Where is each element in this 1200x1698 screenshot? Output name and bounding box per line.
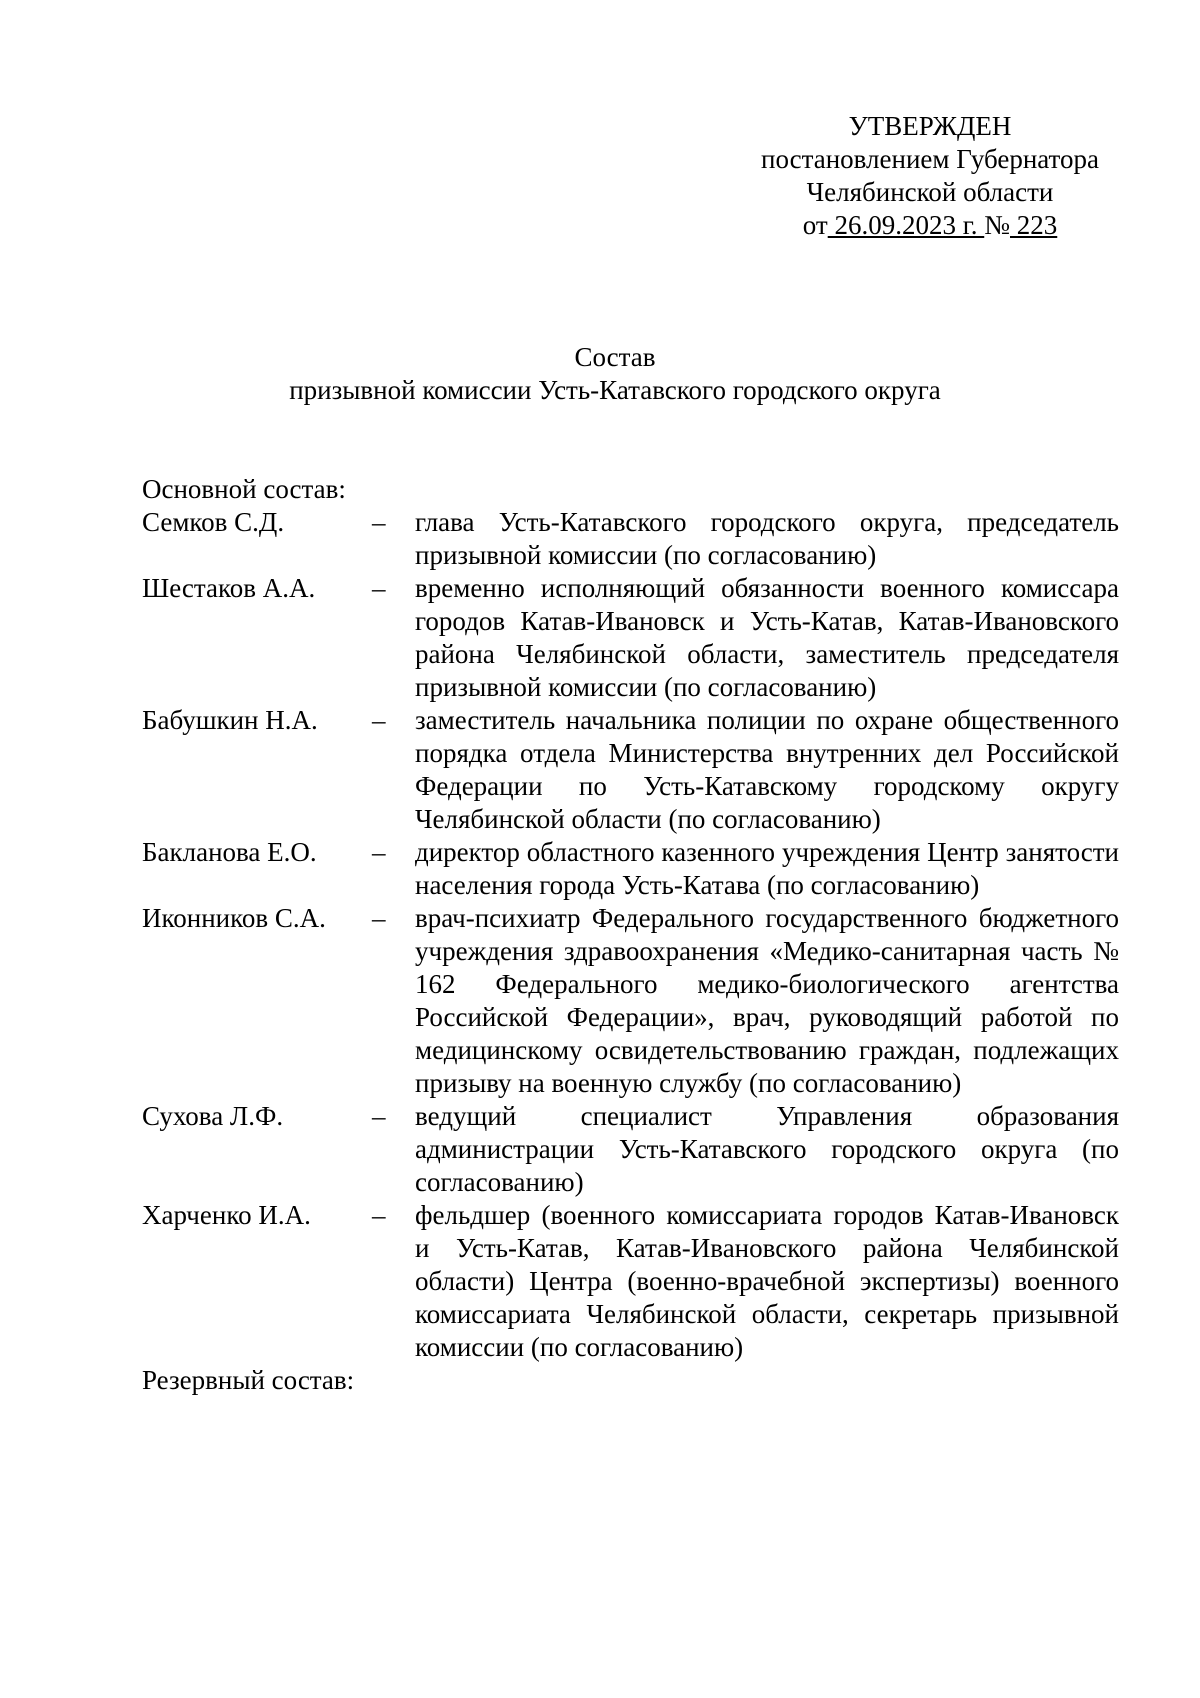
member-description: директор областного казенного учреждения Центр занятости населения города Усть-Катава (по согласованию)	[415, 837, 1119, 900]
member-dash: –	[372, 573, 386, 603]
member-name: Иконников С.А.	[142, 903, 326, 933]
main-section-label: Основной состав:	[142, 474, 346, 504]
member-row	[142, 902, 1122, 1100]
member-description: заместитель начальника полиции по охране общественного порядка отдела Министерства внутренних дел Российской Федерации по Усть-Катавскому городскому округу Челябинской области (по согласованию)	[415, 705, 1119, 834]
member-name: Семков С.Д.	[142, 507, 285, 537]
title-line-1: Состав	[574, 342, 656, 372]
document-title	[0, 341, 1200, 407]
reserve-section-label: Резервный состав:	[142, 1365, 355, 1395]
approval-stamp	[740, 110, 1120, 242]
approval-date-line	[740, 209, 1120, 242]
member-description: ведущий специалист Управления образования администрации Усть-Катавского городского округа (по согласованию)	[415, 1101, 1119, 1197]
member-description: врач-психиатр Федерального государственного бюджетного учреждения здравоохранения «Медико-санитарная часть № 162 Федерального медико-биологического агентства Российской Федерации», врач, руководящий работой по медицинскому освидетельствованию граждан, подлежащих призыву на военную службу (по согласованию)	[415, 903, 1119, 1098]
member-dash: –	[372, 507, 386, 537]
member-row	[142, 704, 1122, 836]
member-name: Бабушкин Н.А.	[142, 705, 318, 735]
member-row	[142, 572, 1122, 704]
member-description: временно исполняющий обязанности военного комиссара городов Катав-Ивановск и Усть-Катав, Катав-Ивановского района Челябинской области, заместитель председателя призывной комиссии (по согласованию)	[415, 573, 1119, 702]
reserve-section-row	[142, 1364, 1122, 1397]
title-line-2: призывной комиссии Усть-Катавского городского округа	[289, 375, 941, 405]
member-dash: –	[372, 903, 386, 933]
members-list	[142, 506, 1122, 1397]
member-name: Харченко И.А.	[142, 1200, 311, 1230]
member-description: фельдшер (военного комиссариата городов Катав-Ивановск и Усть-Катав, Катав-Ивановского района Челябинской области) Центра (военно-врачебной экспертизы) военного комиссариата Челябинской области, секретарь призывной комиссии (по согласованию)	[415, 1200, 1119, 1362]
approval-number: 223	[1010, 210, 1058, 240]
member-row	[142, 506, 1122, 572]
member-row	[142, 1100, 1122, 1199]
member-description: глава Усть-Катавского городского округа, председатель призывной комиссии (по согласованию)	[415, 507, 1119, 570]
member-dash: –	[372, 837, 386, 867]
approval-authority: постановлением Губернатора	[761, 144, 1099, 174]
approval-region: Челябинской области	[806, 177, 1054, 207]
approval-date-prefix: от	[802, 210, 828, 240]
approval-number-sign: №	[984, 210, 1010, 240]
member-name: Бакланова Е.О.	[142, 837, 317, 867]
member-dash: –	[372, 705, 386, 735]
approval-date: 26.09.2023 г.	[827, 210, 985, 240]
member-row	[142, 836, 1122, 902]
member-name: Сухова Л.Ф.	[142, 1101, 284, 1131]
member-dash: –	[372, 1101, 386, 1131]
approval-title: УТВЕРЖДЕН	[848, 111, 1012, 141]
member-name: Шестаков А.А.	[142, 573, 316, 603]
member-row	[142, 1199, 1122, 1364]
member-dash: –	[372, 1200, 386, 1230]
